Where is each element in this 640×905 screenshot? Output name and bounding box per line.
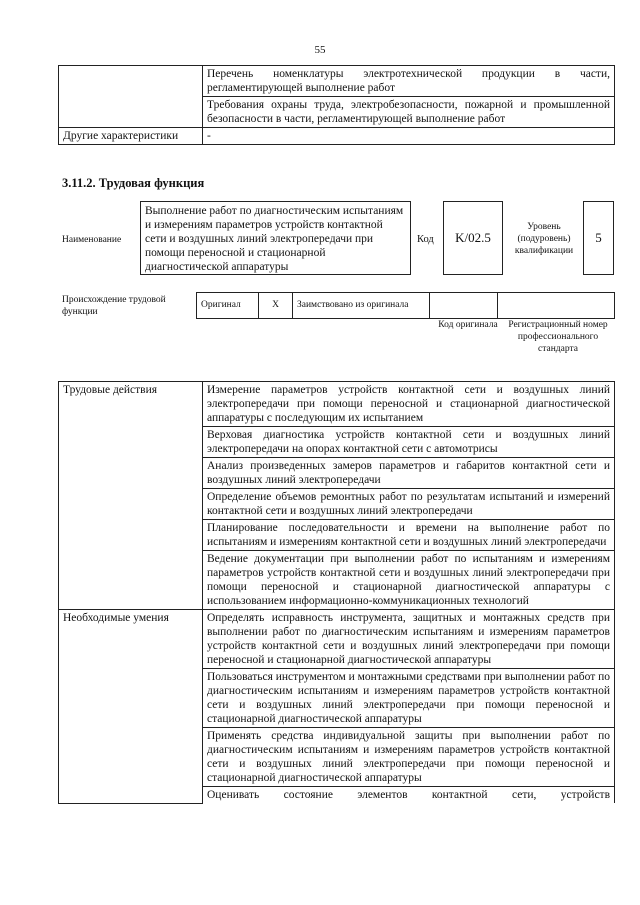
name-label: Наименование <box>62 235 122 245</box>
reg-number-caption: Регистрационный номер профессионального стандарта <box>508 320 608 354</box>
row-label: Другие характеристики <box>59 128 203 145</box>
borrowed-label: Заимствовано из оригинала <box>293 293 430 319</box>
labor-action-item: Планирование последовательности и времени на выполнение работ по испытаниям и измерениям контактной сети и воздушных линий электропередачи <box>203 520 615 551</box>
level-value: 5 <box>583 201 614 275</box>
origin-table <box>196 292 615 319</box>
skills-label: Необходимые умения <box>59 610 203 804</box>
function-code: K/02.5 <box>443 201 503 275</box>
page-number: 55 <box>314 44 326 56</box>
section-title: 3.11.2. Трудовая функция <box>62 176 205 190</box>
row-label <box>59 66 203 128</box>
table-row <box>59 66 615 97</box>
skill-item: Применять средства индивидуальной защиты при выполнении работ по диагностическим испытаниям и измерениям параметров устройств контактной сети и воздушных линий электропередачи при помощи переносной и стационарной диагностической аппаратуры <box>203 728 615 787</box>
original-mark: X <box>259 293 293 319</box>
labor-function-table <box>58 381 615 804</box>
original-label: Оригинал <box>197 293 259 319</box>
skill-item: Оценивать состояние элементов контактной сети, устройств <box>203 787 615 804</box>
code-original-cell <box>430 293 498 319</box>
table-cell: Перечень номенклатуры электротехнической продукции в части, регламентирующей выполнение работ <box>203 66 615 97</box>
code-original-caption: Код оригинала <box>438 320 498 330</box>
table-row <box>59 128 615 145</box>
table-cell: - <box>203 128 615 145</box>
characteristics-table <box>58 65 615 145</box>
table-row <box>197 293 615 319</box>
labor-action-item: Определение объемов ремонтных работ по результатам испытаний и измерений контактной сети и воздушных линий электропередачи <box>203 489 615 520</box>
labor-action-item: Верховая диагностика устройств контактной сети и воздушных линий электропередачи на опорах контактной сети с автомотрисы <box>203 427 615 458</box>
table-cell: Требования охраны труда, электробезопасности, пожарной и промышленной безопасности в части, регламентирующей выполнение работ <box>203 97 615 128</box>
function-name: Выполнение работ по диагностическим испытаниям и измерениям параметров устройств контактной сети и воздушных линий электропередачи при помощи переносной и стационарной диагностической аппаратуры <box>140 201 411 275</box>
skill-item: Пользоваться инструментом и монтажными средствами при выполнении работ по диагностическим испытаниям и измерениям параметров устройств контактной сети и воздушных линий электропередачи при помощи переносной и стационарной диагностической аппаратуры <box>203 669 615 728</box>
labor-action-item: Ведение документации при выполнении работ по испытаниям и измерениям параметров устройств контактной сети и воздушных линий электропередачи при помощи переносной и стационарной диагностической аппаратуры с использованием информационно-коммуникационных технологий <box>203 551 615 610</box>
origin-label: Происхождение трудовой функции <box>62 295 166 317</box>
level-label: Уровень (подуровень) квалификации <box>514 222 574 256</box>
table-row <box>59 382 615 427</box>
labor-action-item: Измерение параметров устройств контактной сети и воздушных линий электропередачи при помощи переносной и стационарной диагностической аппаратуры с последующим их испытанием <box>203 382 615 427</box>
labor-actions-label: Трудовые действия <box>59 382 203 610</box>
reg-number-cell <box>498 293 615 319</box>
labor-action-item: Анализ произведенных замеров параметров и габаритов контактной сети и воздушных линий электропередачи <box>203 458 615 489</box>
skill-item: Определять исправность инструмента, защитных и монтажных средств при выполнении работ по диагностическим испытаниям и измерениям параметров устройств контактной сети и воздушных линий электропередачи при помощи переносной и стационарной диагностической аппаратуры <box>203 610 615 669</box>
table-row <box>59 610 615 669</box>
code-label: Код <box>417 234 434 245</box>
